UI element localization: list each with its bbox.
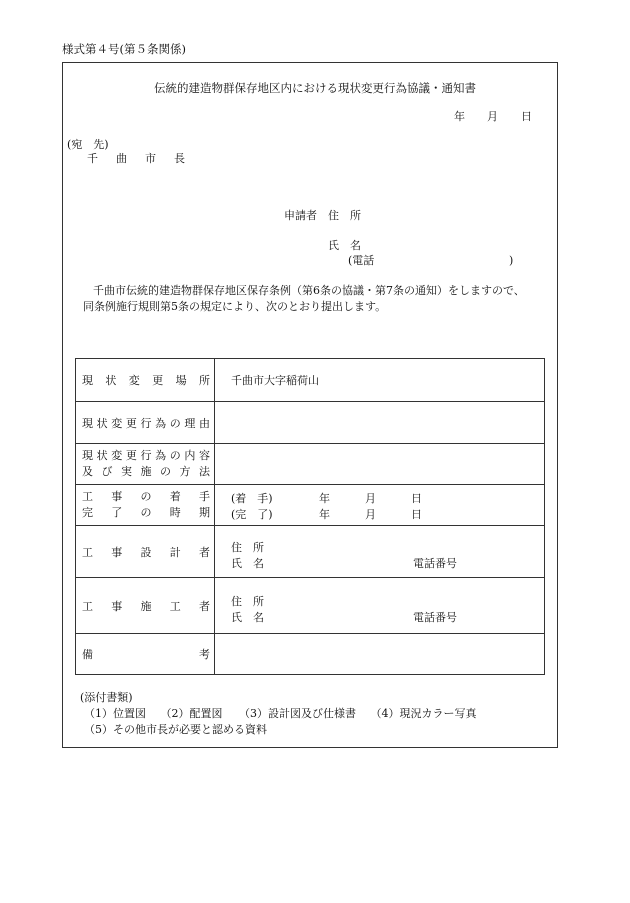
designer-address-label: 住 所 — [231, 541, 264, 554]
date-month: 月 — [487, 110, 498, 123]
applicant-name-label: 氏 名 — [328, 239, 361, 252]
builder-label: 工事施工者 — [82, 599, 210, 613]
date-year: 年 — [454, 110, 465, 123]
builder-address-label: 住 所 — [231, 595, 264, 608]
content-value-cell[interactable] — [215, 444, 545, 485]
table-row-content — [76, 444, 545, 485]
table-row-timing — [76, 485, 545, 526]
timing-label-line1: 工事の着手 — [82, 490, 210, 503]
table-row-location — [76, 359, 545, 402]
content-label-line1: 現状変更行為の内容 — [82, 449, 210, 462]
document-title: 伝統的建造物群保存地区内における現状変更行為協議・通知書 — [154, 81, 476, 95]
timing-label-line2: 完了の時期 — [82, 506, 210, 519]
content-label-line2: 及び実施の方法 — [82, 465, 210, 478]
body-text-line1: 千曲市伝統的建造物群保存地区保存条例（第6条の協議・第7条の通知）をしますので、 — [93, 284, 525, 297]
timing-value-cell[interactable] — [215, 485, 545, 526]
designer-label: 工事設計者 — [82, 545, 210, 559]
reason-label: 現状変更行為の理由 — [82, 416, 210, 430]
applicant-phone-close: ) — [509, 254, 514, 267]
builder-phone-label: 電話番号 — [413, 611, 457, 624]
location-label-cell — [76, 359, 215, 402]
content-label-cell — [76, 444, 215, 485]
designer-label-cell — [76, 526, 215, 578]
table-row-designer — [76, 526, 545, 578]
date-day: 日 — [521, 110, 532, 123]
remarks-value-cell[interactable] — [215, 634, 545, 675]
attachments-heading: (添付書類) — [80, 691, 133, 704]
start-day: 日 — [411, 492, 422, 505]
start-label: (着 手) — [231, 492, 273, 505]
location-label: 現状変更場所 — [82, 374, 210, 387]
location-value-cell[interactable] — [215, 359, 545, 402]
reason-label-cell — [76, 402, 215, 444]
body-text-line2: 同条例施行規則第5条の規定により、次のとおり提出します。 — [83, 300, 387, 313]
designer-name-label: 氏 名 — [231, 557, 264, 570]
addressee-name: 千曲市長 — [87, 152, 203, 165]
table-row-reason — [76, 402, 545, 444]
end-month: 月 — [365, 508, 376, 521]
builder-value-cell[interactable] — [215, 578, 545, 634]
remarks-label: 備考 — [82, 648, 210, 661]
end-day: 日 — [411, 508, 422, 521]
end-year: 年 — [319, 508, 330, 521]
attachments-line1: （1）位置図 （2）配置図 （3）設計図及び仕様書 （4）現況カラー写真 — [84, 707, 477, 720]
addressee-label: (宛 先) — [67, 138, 109, 151]
remarks-label-cell — [76, 634, 215, 675]
table-row-builder — [76, 578, 545, 634]
applicant-phone-label: (電話 — [348, 254, 375, 267]
applicant-label: 申請者 — [284, 209, 317, 222]
start-month: 月 — [365, 492, 376, 505]
designer-value-cell[interactable] — [215, 526, 545, 578]
reason-value-cell[interactable] — [215, 402, 545, 444]
timing-label-cell — [76, 485, 215, 526]
attachments-line2: （5）その他市長が必要と認める資料 — [84, 723, 267, 736]
form-number-label: 様式第４号(第５条関係) — [62, 42, 186, 56]
designer-phone-label: 電話番号 — [413, 557, 457, 570]
builder-label-cell — [76, 578, 215, 634]
end-label: (完 了) — [231, 508, 273, 521]
builder-name-label: 氏 名 — [231, 611, 264, 624]
start-year: 年 — [319, 492, 330, 505]
table-row-remarks — [76, 634, 545, 675]
applicant-address-label: 住 所 — [328, 209, 361, 222]
location-value: 千曲市大字稲荷山 — [231, 374, 319, 387]
detail-table — [75, 358, 545, 675]
